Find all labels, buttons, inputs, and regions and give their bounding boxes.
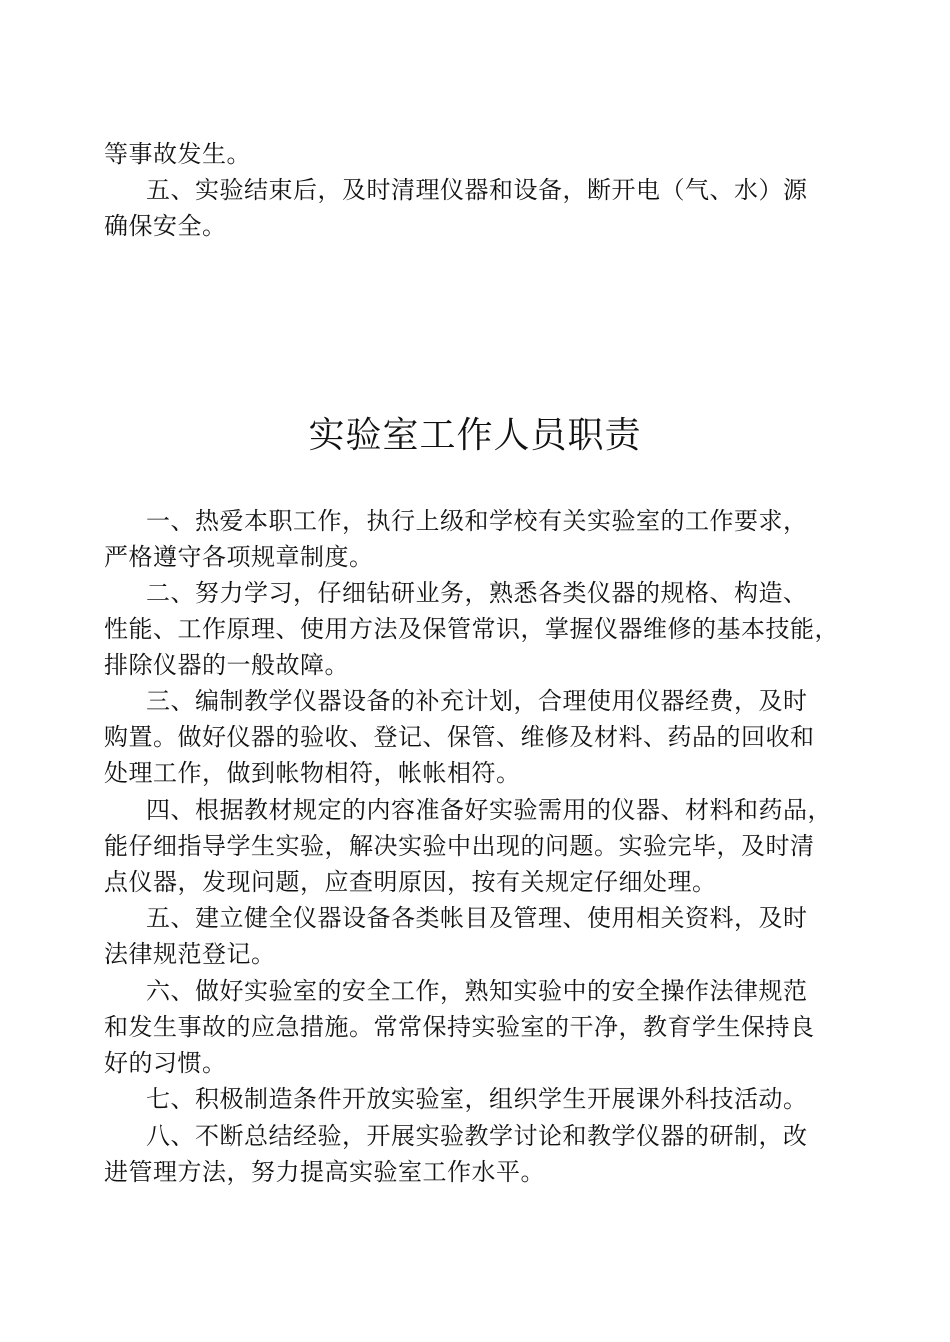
body-line-9: 四、根据教材规定的内容准备好实验需用的仪器、材料和药品， (146, 796, 832, 824)
body-line-14: 六、做好实验室的安全工作，熟知实验中的安全操作法律规范 (146, 977, 808, 1005)
previous-text-line-3: 确保安全。 (104, 212, 227, 240)
body-line-2: 严格遵守各项规章制度。 (104, 543, 374, 571)
body-line-8: 处理工作，做到帐物相符，帐帐相符。 (104, 759, 521, 787)
body-line-18: 八、不断总结经验，开展实验教学讨论和教学仪器的研制，改 (146, 1122, 808, 1150)
body-line-1: 一、热爱本职工作，执行上级和学校有关实验室的工作要求， (146, 507, 808, 535)
body-line-13: 法律规范登记。 (104, 940, 276, 968)
previous-text-line-2: 五、实验结束后，及时清理仪器和设备，断开电（气、水）源 (146, 176, 808, 204)
body-line-4: 性能、工作原理、使用方法及保管常识，掌握仪器维修的基本技能， (104, 615, 839, 643)
body-line-11: 点仪器，发现问题，应查明原因，按有关规定仔细处理。 (104, 868, 717, 896)
body-line-3: 二、努力学习，仔细钻研业务，熟悉各类仪器的规格、构造、 (146, 579, 808, 607)
previous-text-line-1: 等事故发生。 (104, 140, 251, 168)
body-line-15: 和发生事故的应急措施。常常保持实验室的干净，教育学生保持良 (104, 1013, 815, 1041)
body-line-7: 购置。做好仪器的验收、登记、保管、维修及材料、药品的回收和 (104, 723, 815, 751)
body-line-17: 七、积极制造条件开放实验室，组织学生开展课外科技活动。 (146, 1085, 808, 1113)
body-line-5: 排除仪器的一般故障。 (104, 651, 349, 679)
body-line-10: 能仔细指导学生实验，解决实验中出现的问题。实验完毕，及时清 (104, 832, 815, 860)
body-line-12: 五、建立健全仪器设备各类帐目及管理、使用相关资料，及时 (146, 904, 808, 932)
body-line-19: 进管理方法，努力提高实验室工作水平。 (104, 1158, 545, 1186)
body-line-16: 好的习惯。 (104, 1049, 227, 1077)
body-line-6: 三、编制教学仪器设备的补充计划，合理使用仪器经费，及时 (146, 687, 808, 715)
section-title: 实验室工作人员职责 (308, 415, 642, 456)
